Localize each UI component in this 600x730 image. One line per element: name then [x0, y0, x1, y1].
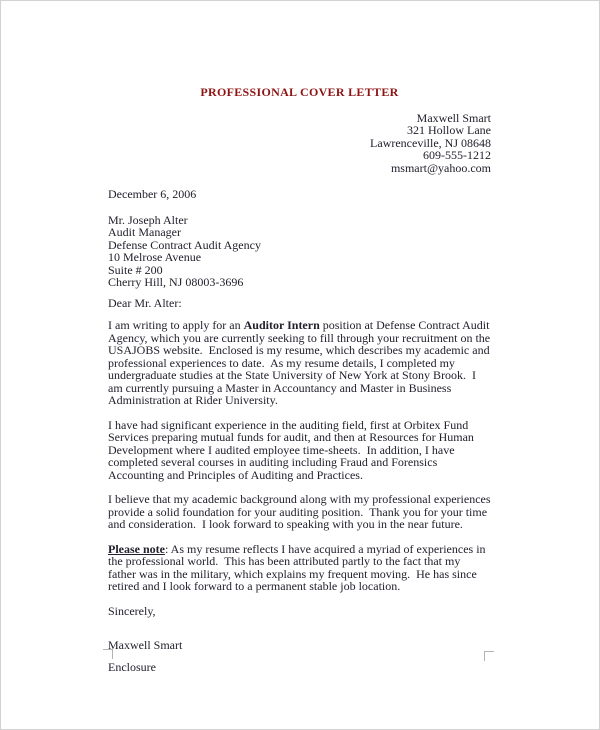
sender-city-state-zip: Lawrenceville, NJ 08648: [370, 135, 491, 150]
sender-email: msmart@yahoo.com: [390, 160, 491, 175]
body-paragraph-4: [108, 543, 491, 593]
body-paragraph-1: [108, 318, 494, 407]
document-title: PROFESSIONAL COVER LETTER: [200, 85, 399, 99]
sender-street: 321 Hollow Lane: [407, 123, 491, 137]
signature-name: Maxwell Smart: [108, 638, 183, 652]
body-paragraph-3: I believe that my academic background along with my professional experiences provide a solid foundation for your auditing position. Thank you for your time and consideration. I look forward to speaking with you in the near future.: [108, 492, 494, 531]
text-boundary-mark-bottom-left: [103, 649, 113, 659]
recipient-name: Mr. Joseph Alter: [108, 212, 188, 227]
sender-phone: 609-555-1212: [423, 148, 491, 162]
body-paragraph-2: I have had significant experience in the auditing field, first at Orbitex Fund Services preparing mutual funds for audit, and then at Resources for Human Development where I audited employee time-sheets. In addition, I have completed several courses in auditing including Fraud and Forensics Accounting and Principles of Auditing and Practices.: [108, 417, 477, 482]
paragraph-1-text-before: I am writing to apply for an: [108, 318, 244, 332]
enclosure-notation: Enclosure: [108, 659, 156, 674]
sender-address-block: [108, 112, 491, 175]
closing: Sincerely,: [108, 603, 156, 618]
recipient-street: 10 Melrose Avenue: [108, 250, 202, 264]
letter-date: December 6, 2006: [108, 187, 197, 201]
text-boundary-mark-bottom-right: [484, 651, 494, 661]
position-title-bold: Auditor Intern: [243, 318, 320, 332]
recipient-address-block: [108, 214, 491, 289]
please-note-emphasis: Please note: [108, 541, 165, 556]
paragraph-1-text-after: position at Defense Contract Audit Agency, which you are currently seeking to fill through your recruitment on the USAJOBS website. Enclosed is my resume, which describes my academic and professional experiences to date. As my resume details, I completed my undergraduate studies at the State University of New York at Stony Brook. I am currently pursuing a Master in Accountancy and Master in Business Administration at Rider University.: [108, 318, 494, 407]
salutation: Dear Mr. Alter:: [108, 295, 182, 310]
recipient-title: Audit Manager: [108, 225, 181, 239]
recipient-suite: Suite # 200: [108, 262, 163, 277]
sender-name: Maxwell Smart: [416, 110, 491, 125]
recipient-company: Defense Contract Audit Agency: [108, 237, 261, 252]
recipient-city-state-zip: Cherry Hill, NJ 08003-3696: [108, 275, 244, 289]
paragraph-4-text-after: : As my resume reflects I have acquired a myriad of experiences in the professional world. This has been attributed partly to the fact that my father was in the military, which explains my frequent moving. He has since retired and I look forward to a permanent stable job location.: [108, 541, 489, 593]
